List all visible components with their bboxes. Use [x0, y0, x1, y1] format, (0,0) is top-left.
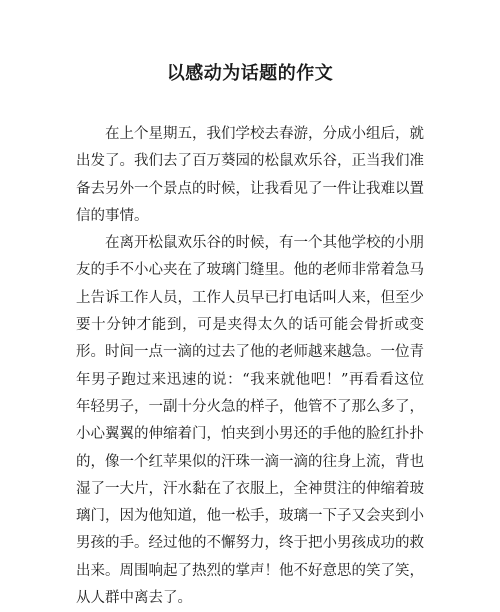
paragraph-2: 在离开松鼠欢乐谷的时候，有一个其他学校的小朋友的手不小心夹在了玻璃门缝里。他的老师非常着急马上告诉工作人员，工作人员早已打电话叫人来，但至少要十分钟才能到，可是夹得太久的话可能会骨折或变形。时间一点一滴的过去了他的老师越来越急。一位青年男子跑过来迅速的说：“我来就他吧！”再看看这位年轻男子，一副十分火急的样子，他管不了那么多了，小心翼翼的伸缩着门，怕夹到小男还的手他的脸红扑扑的，像一个红苹果似的汗珠一滴一滴的往身上流，背也湿了一大片，汗水黏在了衣服上，全神贯注的伸缩着玻璃门，因为他知道，他一松手，玻璃一下子又会夹到小男孩的手。经过他的不懈努力，终于把小男孩成功的救出来。周围响起了热烈的掌声！他不好意思的笑了笑，从人群中离去了。	[76, 235, 424, 607]
document-body	[76, 121, 424, 612]
document-title: 以感动为话题的作文	[166, 63, 334, 84]
paragraph-1: 在上个星期五，我们学校去春游，分成小组后，就出发了。我们去了百万葵园的松鼠欢乐谷，正当我们准备去另外一个景点的时候，让我看见了一件让我难以置信的事情。	[76, 126, 424, 224]
